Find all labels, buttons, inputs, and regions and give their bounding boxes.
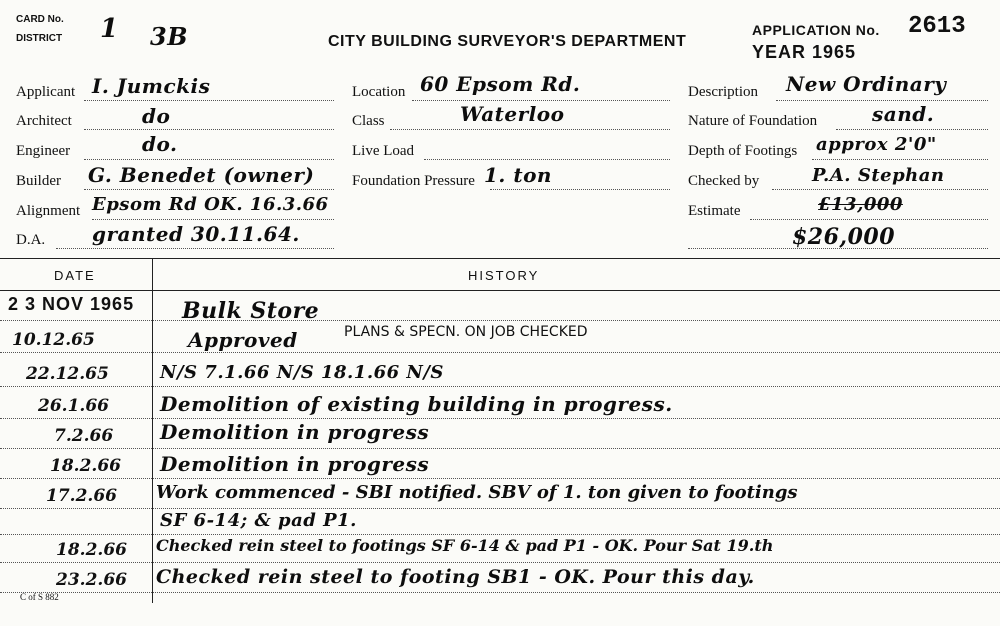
card-no-value: 1 [100, 14, 119, 44]
foundation-pressure-value: 1. ton [484, 163, 552, 187]
location-label: Location [352, 84, 406, 100]
estimate-original-value: £13,000 [818, 194, 903, 215]
estimate-revised-value: $26,000 [792, 224, 896, 250]
history-entry: Work commenced - SBI notified. SBV of 1. ton given to footings [156, 482, 798, 503]
alignment-value: Epsom Rd OK. 16.3.66 [92, 194, 329, 215]
architect-label: Architect [16, 113, 72, 129]
builder-value: G. Benedet (owner) [88, 163, 315, 187]
engineer-label: Engineer [16, 143, 71, 159]
engineer-value: do. [142, 132, 178, 156]
applicant-label: Applicant [16, 84, 76, 100]
history-entry: Demolition in progress [160, 452, 430, 476]
history-entry: Demolition in progress [160, 420, 430, 444]
depth-of-footings-label: Depth of Footings [688, 143, 798, 159]
da-label: D.A. [16, 232, 46, 248]
history-date: 7.2.66 [54, 426, 114, 446]
history-entry: Bulk Store [182, 298, 320, 324]
department-title: CITY BUILDING SURVEYOR'S DEPARTMENT [328, 33, 687, 50]
nature-of-foundation-label: Nature of Foundation [688, 113, 818, 129]
year-label: YEAR 1965 [752, 42, 857, 62]
card-no-label: CARD No. [16, 14, 64, 25]
description-value: New Ordinary [786, 72, 947, 96]
history-date: 10.12.65 [12, 330, 95, 350]
history-entry: Checked rein steel to footings SF 6-14 & pad P1 - OK. Pour Sat 19.th [156, 536, 774, 555]
checked-by-label: Checked by [688, 173, 760, 189]
history-entry: Checked rein steel to footing SB1 - OK. Pour this day. [156, 566, 755, 588]
history-date: 26.1.66 [38, 396, 109, 416]
table-header-rule [0, 290, 1000, 291]
history-entry: N/S 7.1.66 N/S 18.1.66 N/S [160, 362, 444, 383]
application-number: 2613 [908, 13, 966, 40]
history-date: 17.2.66 [46, 486, 117, 506]
history-date: 18.2.66 [56, 540, 127, 560]
checked-by-value: P.A. Stephan [812, 165, 945, 186]
history-column-header: HISTORY [468, 268, 540, 283]
date-column-header: DATE [54, 268, 96, 283]
history-date: 18.2.66 [50, 456, 121, 476]
history-date: 22.12.65 [26, 364, 109, 384]
history-entry: Demolition of existing building in progress. [160, 392, 673, 416]
description-label: Description [688, 84, 758, 100]
applicant-value: I. Jumckis [92, 74, 211, 98]
table-top-rule [0, 258, 1000, 259]
builder-label: Builder [16, 173, 61, 189]
history-date: 2 3 NOV 1965 [8, 294, 135, 314]
history-entry: Approved [188, 328, 298, 352]
nature-of-foundation-value: sand. [872, 102, 935, 126]
depth-of-footings-value: approx 2'0" [816, 134, 937, 155]
architect-value: do [142, 104, 171, 128]
da-value: granted 30.11.64. [92, 222, 300, 246]
foundation-pressure-label: Foundation Pressure [352, 173, 475, 189]
class-value: Waterloo [460, 102, 565, 126]
plans-checked-stamp: PLANS & SPECN. ON JOB CHECKED [344, 324, 588, 340]
history-date: 23.2.66 [56, 570, 127, 590]
district-label: DISTRICT [16, 33, 63, 44]
alignment-label: Alignment [16, 203, 81, 219]
location-value: 60 Epsom Rd. [420, 72, 581, 96]
estimate-label: Estimate [688, 203, 741, 219]
district-value: 3B [150, 22, 188, 51]
table-column-divider [152, 258, 153, 603]
history-entry: SF 6-14; & pad P1. [160, 510, 357, 531]
application-label: APPLICATION No. [752, 22, 880, 38]
live-load-label: Live Load [352, 143, 415, 159]
form-code: C of S 882 [20, 592, 59, 602]
class-label: Class [352, 113, 385, 129]
